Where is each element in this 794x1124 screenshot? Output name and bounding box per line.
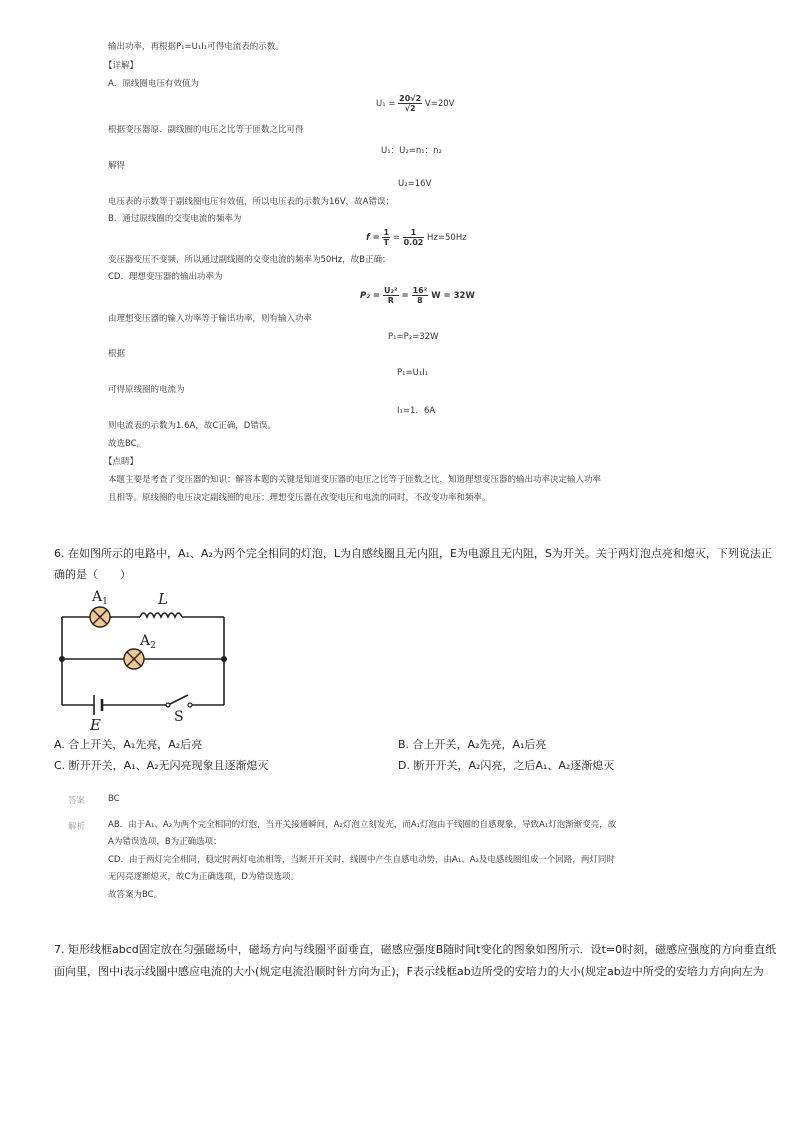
analysis-label: 解析: [68, 822, 86, 832]
section-heading-comment: 【点睛】: [104, 457, 139, 467]
sol-line: A．原线圈电压有效值为: [108, 79, 199, 89]
analysis-line: CD．由于两灯完全相同，稳定时两灯电流相等，当断开开关时，线圈中产生自感电动势，由A₁、A₂及电感线圈组成一个回路，两灯同时: [108, 855, 615, 865]
analysis-line: A为错误选项，B为正确选项；: [108, 837, 222, 847]
sol-line: 可得原线圈的电流为: [108, 385, 185, 395]
answer-value: BC: [108, 794, 120, 804]
sol-line: CD．理想变压器的输出功率为: [108, 272, 223, 282]
section-heading-detail: 【详解】: [104, 61, 139, 71]
circuit-diagram: [50, 585, 240, 735]
option-d[interactable]: D. 断开开关，A₂闪亮，之后A₁、A₂逐渐熄灭: [398, 759, 615, 772]
equation-u1: U₁ = $\frac{20√2}{√2}$ V=20V: [376, 94, 455, 113]
sol-line: 则电流表的示数为1.6A，故C正确，D错误。: [108, 421, 276, 431]
equation-ratio: U₁：U₂=n₁：n₂: [381, 146, 442, 156]
equation-p1: P₁=U₁I₁: [397, 368, 429, 378]
sol-line: 变压器变压不变频，所以通过副线圈的交变电流的频率为50Hz，故B正确；: [108, 255, 391, 265]
sol-line: B．通过原线圈的交变电流的频率为: [108, 214, 242, 224]
inductor-label: L: [158, 590, 168, 608]
equation-i1: I₁=1．6A: [397, 406, 436, 416]
lamp-a2-icon: [124, 649, 144, 669]
equation-u2: U₂=16V: [398, 179, 432, 189]
sol-line: 本题主要是考查了变压器的知识；解答本题的关键是知道变压器的电压之比等于匝数之比，知道理想变压器的输出功率决定输入功率: [108, 475, 602, 485]
sol-line: 根据: [108, 349, 126, 359]
analysis-line: AB．由于A₁、A₂为两个完全相同的灯泡，当开关接通瞬间，A₂灯泡立刻发光，而A₁灯泡由于线圈的自感现象，导致A₁灯泡渐渐变亮，故: [108, 820, 617, 830]
equation-frequency: f = $\frac{1}{T}$ = $\frac{1}{0.02}$ Hz=50Hz: [366, 228, 467, 247]
analysis-line: 无闪亮逐渐熄灭，故C为正确选项，D为错误选项。: [108, 872, 299, 882]
equation-p1p2: P₁=P₂=32W: [388, 332, 439, 342]
analysis-line: 故答案为BC。: [108, 890, 163, 900]
sol-line: 故选BC。: [108, 439, 146, 449]
option-c[interactable]: C. 断开开关，A₁、A₂无闪亮现象且逐渐熄灭: [54, 759, 269, 772]
answer-label: 答案: [68, 796, 86, 806]
lamp-a2-label: $A_2$: [140, 633, 156, 651]
lamp-a1-label: $A_1$: [92, 589, 108, 607]
sol-line: 解得: [108, 161, 126, 171]
sol-line: 输出功率，再根据P₁=U₁I₁可得电流表的示数。: [108, 42, 284, 52]
battery-label: E: [90, 716, 101, 734]
switch-label: S: [174, 709, 184, 725]
lamp-a1-icon: [90, 607, 110, 627]
equation-power: P₂ = $\frac{\text{U₂²}}{R}$ = $\frac{\text{16²}}{8}$ W = 32W: [360, 286, 475, 305]
sol-line: 且相等。原线圈的电压决定副线圈的电压；理想变压器在改变电压和电流的同时，不改变功率和频率。: [108, 493, 491, 503]
option-b[interactable]: B. 合上开关，A₂先亮，A₁后亮: [398, 738, 547, 751]
question-6-stem: 确的是（ ）: [54, 568, 131, 581]
sol-line: 根据变压器原、副线圈的电压之比等于匝数之比可得: [108, 125, 304, 135]
question-7-stem: 面向里，图中i表示线圈中感应电流的大小(规定电流沿顺时针方向为正)，F表示线框ab边所受的安培力的大小(规定ab边中所受的安培力方向向左为: [54, 965, 764, 978]
question-7-stem: 7. 矩形线框abcd固定放在匀强磁场中，磁场方向与线圈平面垂直，磁感应强度B随时间t变化的图象如图所示．设t=0时刻，磁感应强度的方向垂直纸: [54, 943, 777, 956]
sol-line: 电压表的示数等于副线圈电压有效值，所以电压表的示数为16V，故A错误；: [108, 197, 394, 207]
option-a[interactable]: A. 合上开关，A₁先亮，A₂后亮: [54, 738, 203, 751]
sol-line: 由理想变压器的输入功率等于输出功率，则有输入功率: [108, 314, 313, 324]
question-6-stem: 6. 在如图所示的电路中，A₁、A₂为两个完全相同的灯泡，L为自感线圈且无内阻，E为电源且无内阻，S为开关。关于两灯泡点亮和熄灭，下列说法正: [54, 547, 772, 560]
